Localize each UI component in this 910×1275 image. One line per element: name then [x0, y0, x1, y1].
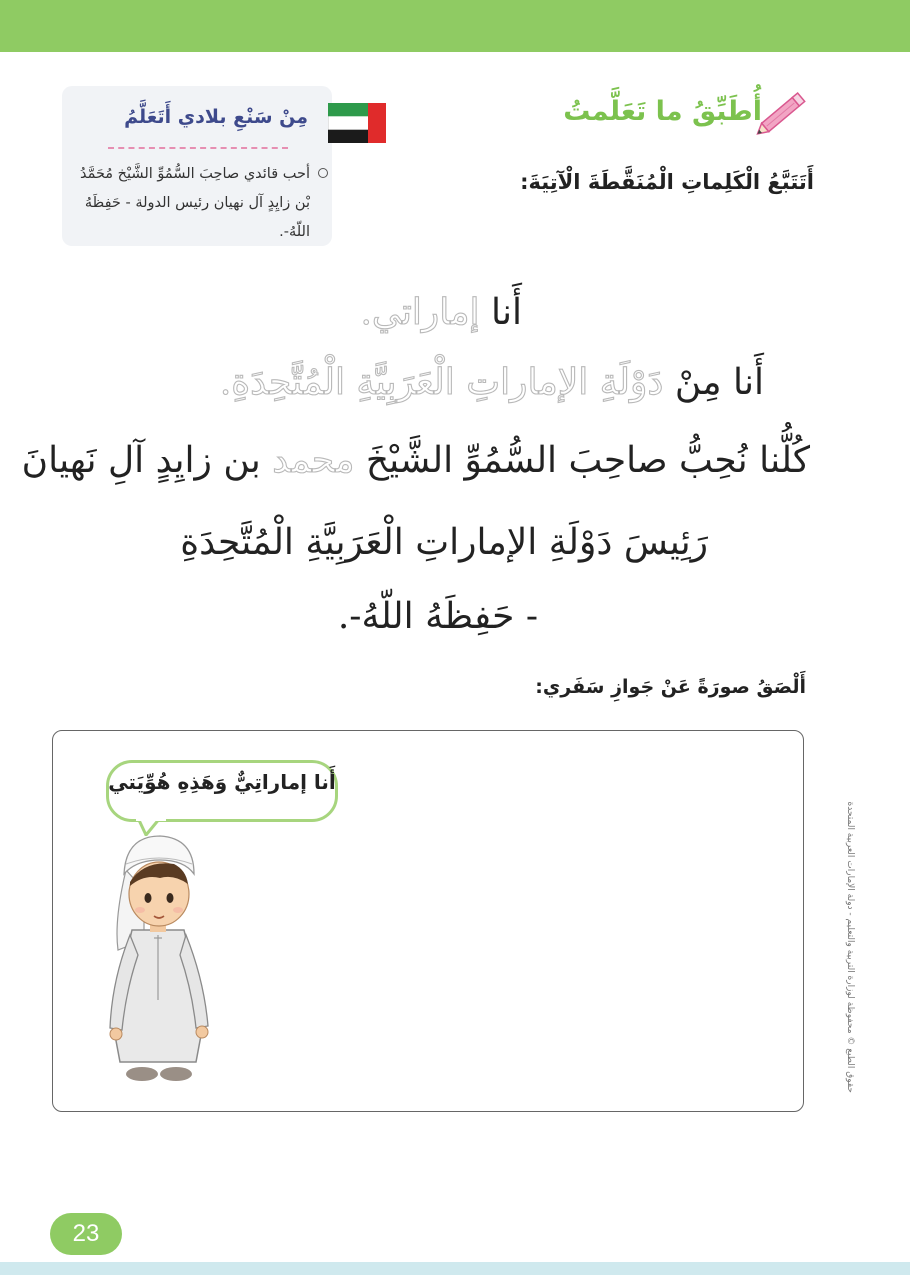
- solid-text: أَنا: [491, 292, 522, 333]
- traced-text: إماراتي.: [360, 292, 480, 333]
- practice-line-5: - حَفِظَهُ اللّهُ-.: [337, 596, 538, 637]
- practice-line-4: رَئِيسَ دَوْلَةِ الإماراتِ الْعَرَبِيَّةِ الْمُتَّحِدَةِ: [180, 522, 708, 563]
- emirati-boy-illustration: [104, 830, 214, 1092]
- practice-line-1: [360, 292, 522, 333]
- top-color-band: [0, 0, 910, 52]
- section-header: [563, 96, 762, 127]
- bullet-icon: [318, 168, 328, 178]
- solid-text: كُلُّنا نُحِبُّ صاحِبَ السُّمُوِّ الشَّيْخَ: [365, 440, 810, 481]
- solid-text: بن زايِدٍ آلِ نَهيانَ: [21, 440, 261, 481]
- title-dashed-underline: [108, 147, 288, 149]
- traced-text: محمد: [272, 440, 355, 481]
- trace-instruction: أَتَتَبَّعُ الْكَلِماتِ الْمُنَقَّطَةَ الْآتِيَةَ:: [520, 170, 814, 194]
- practice-line-3: [22, 440, 810, 481]
- page-number: 23: [50, 1213, 122, 1255]
- pencil-icon: [755, 82, 813, 140]
- info-box-text: أحب قائدي صاحِبَ السُّمُوِّ الشَّيْخ مُحَمَّدُ بْن زايِدٍ آل نهيان رئيس الدولة - حَفِظَهُ اللّهُ-.: [79, 166, 310, 240]
- info-box-title: مِنْ سَنْعِ بلادي أَتَعَلَّمُ: [124, 106, 308, 128]
- bottom-color-band: [0, 1262, 910, 1275]
- uae-flag-icon: [328, 103, 386, 143]
- solid-text: أَنا مِنْ: [674, 362, 764, 403]
- practice-line-2: [220, 362, 764, 403]
- section-title: أُطَبِّقُ ما تَعَلَّمتُ: [563, 96, 762, 127]
- traced-text: دَوْلَةِ الإماراتِ الْعَرَبِيَّةِ الْمُتَّحِدَةِ.: [219, 362, 664, 403]
- copyright-side-note: حقوق الطبع © محفوظة لوزارة التربية والتعليم - دولة الإمارات العربية المتحدة: [845, 801, 855, 1093]
- paste-photo-instruction: أَلْصَقُ صورَةً عَنْ جَوازِ سَفَري:: [535, 676, 806, 698]
- speech-bubble-text: أَنا إماراتِيٌّ وَهَذِهِ هُوِّيَتي: [108, 770, 336, 794]
